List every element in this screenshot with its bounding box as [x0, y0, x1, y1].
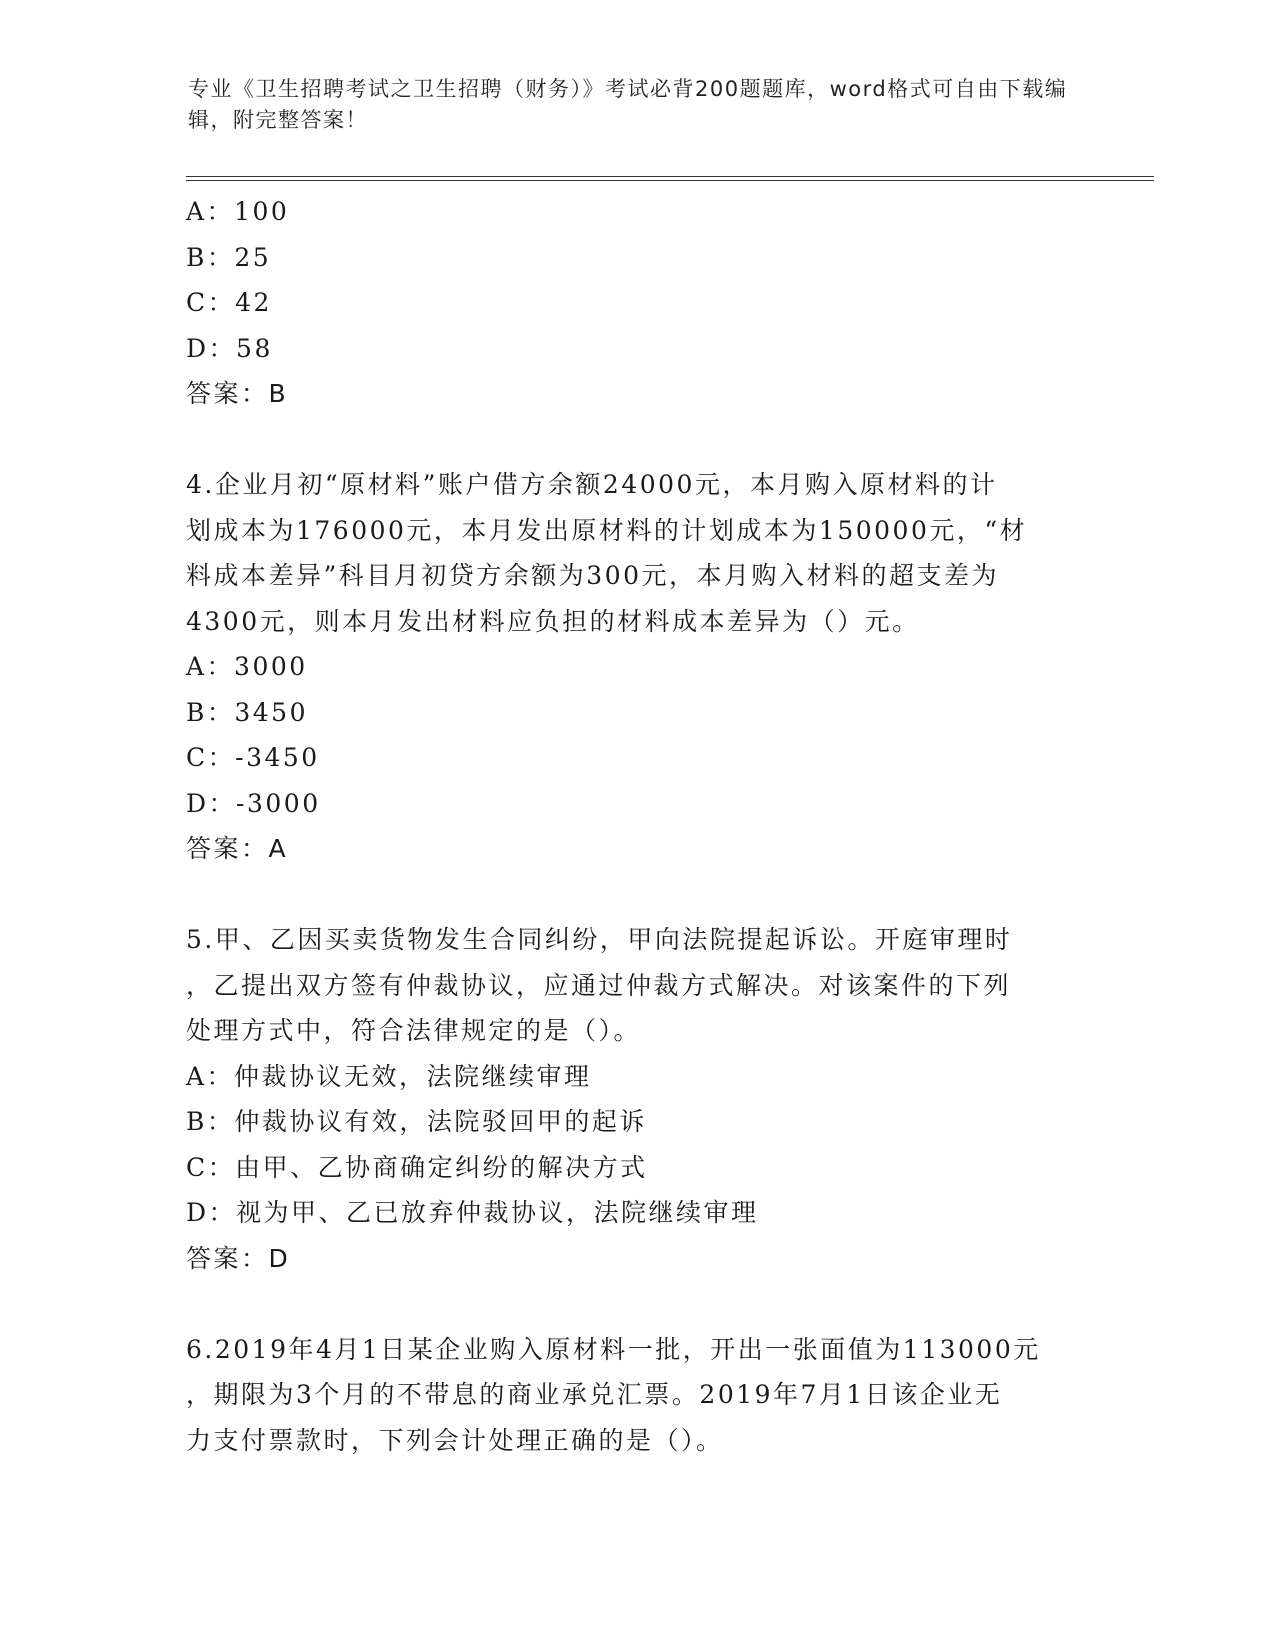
- option-a: A：3000: [186, 652, 308, 681]
- page-header: [188, 74, 1068, 136]
- question-stem-line: ，期限为3个月的不带息的商业承兑汇票。2019年7月1日该企业无: [186, 1380, 1003, 1409]
- option-a: A：仲裁协议无效，法院继续审理: [186, 1061, 592, 1091]
- question-stem-line: 6.2019年4月1日某企业购入原材料一批，开出一张面值为113000元: [186, 1334, 1041, 1364]
- option-d: D：58: [186, 333, 273, 363]
- question-stem-line: 处理方式中，符合法律规定的是（）。: [186, 1016, 642, 1045]
- option-c: C：42: [186, 288, 272, 317]
- question-6: [186, 1327, 1076, 1464]
- question-4: [186, 462, 1076, 872]
- answer: 答案：D: [186, 1243, 291, 1273]
- option-d: D：视为甲、乙已放弃仲裁协议，法院继续审理: [186, 1198, 759, 1227]
- option-b: B：25: [186, 242, 272, 272]
- question-3: [186, 189, 1076, 417]
- question-stem-line: 划成本为176000元，本月发出原材料的计划成本为150000元，“材: [186, 515, 1028, 545]
- question-stem-line: 力支付票款时，下列会计处理正确的是（）。: [186, 1425, 724, 1455]
- option-b: B：3450: [186, 697, 308, 727]
- answer: 答案：A: [186, 834, 289, 863]
- option-c: C：由甲、乙协商确定纠纷的解决方式: [186, 1152, 648, 1182]
- question-stem-line: 5.甲、乙因买卖货物发生合同纠纷，甲向法院提起诉讼。开庭审理时: [186, 925, 1013, 954]
- option-c: C：-3450: [186, 743, 320, 772]
- option-d: D：-3000: [186, 788, 321, 818]
- question-stem-line: 料成本差异”科目月初贷方余额为300元，本月购入材料的超支差为: [186, 561, 1000, 590]
- question-stem-line: 4300元，则本月发出材料应负担的材料成本差异为（）元。: [186, 606, 920, 636]
- question-5: [186, 917, 1076, 1281]
- option-a: A：100: [186, 197, 290, 226]
- option-b: B：仲裁协议有效，法院驳回甲的起诉: [186, 1107, 647, 1136]
- answer: 答案：B: [186, 379, 289, 408]
- question-stem-line: ，乙提出双方签有仲裁协议，应通过仲裁方式解决。对该案件的下列: [186, 970, 1012, 1000]
- question-list: [186, 189, 1076, 1463]
- header-title: 专业《卫生招聘考试之卫生招聘（财务）》考试必背200题题库，word格式可自由下载编辑，附完整答案！: [188, 77, 1068, 132]
- header-divider: [186, 176, 1154, 181]
- question-stem-line: 4.企业月初“原材料”账户借方余额24000元，本月购入原材料的计: [186, 470, 998, 499]
